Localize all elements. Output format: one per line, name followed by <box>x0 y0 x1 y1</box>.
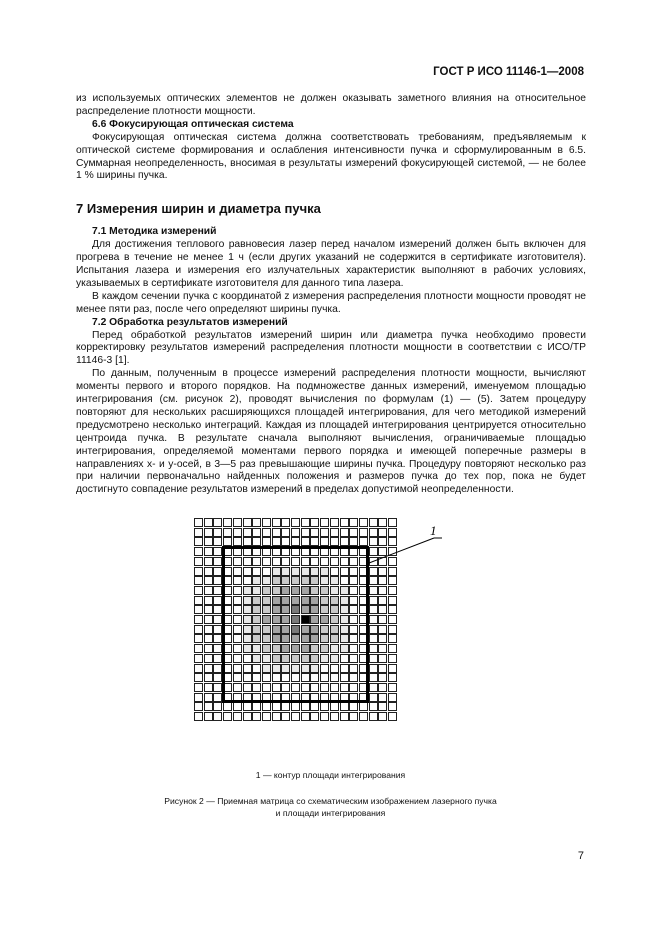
main-text <box>76 93 586 497</box>
figure-caption-line-1: Рисунок 2 — Приемная матрица со схематическим изображением лазерного пучка <box>164 796 497 806</box>
section-7-heading: 7 Измерения ширин и диаметра пучка <box>76 201 321 217</box>
paragraph-7-1-2: В каждом сечении пучка с координатой z измерения распределения плотности мощности проводят не менее пяти раз, после чего определяют ширины пучка. <box>76 290 586 315</box>
subsection-6-6-heading: 6.6 Фокусирующая оптическая система <box>92 118 294 130</box>
figure-legend: 1 — контур площади интегрирования <box>255 770 406 780</box>
paragraph-6-6: Фокусирующая оптическая система должна соответствовать требованиям, предъявляемым к оптической системе формирования и ослабления интенсивности пучка и сформулированным в 6.5. Суммарная неопределенность, вносимая в результаты измерений фокусирующей системой, — не более 1 % ширины пучка. <box>76 131 586 182</box>
callout-number: 1 <box>430 523 437 538</box>
receiver-matrix-figure <box>194 518 494 758</box>
paragraph-7-1-1: Для достижения теплового равновесия лазер перед началом измерений должен быть включен для прогрева в течение не менее 1 ч (если других указаний не содержится в сертификате изготовителя). Испытания лазера и измерения его излучательных характеристик выполняют в рабочих условиях, указываемых в сертификате изготовителя для данного типа лазера. <box>76 239 586 289</box>
page-number: 7 <box>577 850 584 862</box>
subsection-7-2-heading: 7.2 Обработка результатов измерений <box>92 316 288 328</box>
paragraph-7-2-2: По данным, полученным в процессе измерений распределения плотности мощности, вычисляют моменты первого и второго порядков. На подмножестве данных измерений, именуемом площадью интегрирования (см. рисунок 2), проводят вычисления по формулам (1) — (5). Затем процедуру повторяют для нескольких расширяющихся площадей интегрирования, для чего методикой измерений предусмотрено несколько интеграций. Каждая из площадей интегрирования центрируется относительно центроида пучка. В результате сначала выполняют вычисления, ограничиваемые площадью интегрирования, определяемой моментами первого порядка и имеющей поперечные размеры в направлениях x- и y-осей, в 3—5 раз превышающие ширины пучка. Процедуру повторяют несколько раз при наличии первоначально найденных положения и размеров пучка до тех пор, пока не будет достигнуто совпадение результатов измерений в пределах допустимой неопределенности. <box>76 368 586 496</box>
paragraph-continuation: из используемых оптических элементов не должен оказывать заметного влияния на относительное распределение плотности мощности. <box>76 93 586 117</box>
paragraph-7-2-1: Перед обработкой результатов измерений ширин или диаметра пучка необходимо провести корректировку результатов измерений распределения плотности мощности в соответствии с ИСО/ТР 11146-3 [1]. <box>76 329 586 367</box>
subsection-7-1-heading: 7.1 Методика измерений <box>92 226 217 238</box>
document-header: ГОСТ Р ИСО 11146-1—2008 <box>433 66 584 78</box>
figure-caption-line-2: и площади интегрирования <box>275 808 386 818</box>
callout-leader <box>194 518 494 758</box>
